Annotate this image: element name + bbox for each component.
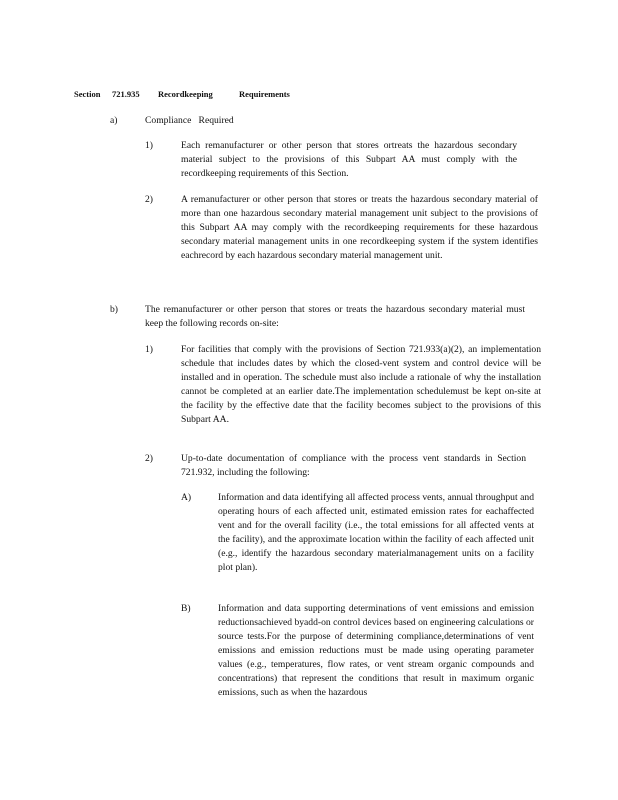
item-b2B-text: Information and data supporting determinations of vent emissions and emission reductionsachieved byadd-on control devices based on engineering calculations or source tests.For the purpose of determining compliance,determinations of vent emissions and emission reductions must be made using operating parameter values (e.g., temperatures, flow rates, or vent stream organic compounds and concentrations) that represent the conditions that result in maximum organic emissions, such as when the hazardous	[218, 603, 534, 698]
item-b2A-label: A)	[181, 492, 192, 503]
item-b1-text: For facilities that comply with the provisions of Section 721.933(a)(2), an implementation schedule that includes dates by which the closed-vent system and control device will be installed and in operation. The schedule must also include a rationale of why the installation cannot be completed at an earlier date.The implementation schedulemust be kept on-site at the facility by the effective date that the facility becomes subject to the provisions of this Subpart AA.	[181, 344, 541, 425]
item-a1-label: 1)	[145, 140, 153, 151]
item-b2-label: 2)	[145, 453, 153, 464]
subsection-a-title: Compliance Required	[145, 115, 234, 126]
item-a2-text: A remanufacturer or other person that stores or treats the hazardous secondary material of more than one hazardous secondary material management unit subject to the provisions of this Subpart AA may comply with the recordkeeping requirements for these hazardous secondary material management units in one recordkeeping system if the system identifies eachrecord by each hazardous secondary material management unit.	[181, 194, 538, 261]
section-number: 721.935	[112, 89, 140, 99]
item-a1-text: Each remanufacturer or other person that stores ortreats the hazardous secondary material subject to the provisions of this Subpart AA must comply with the recordkeeping requirements of this Section.	[181, 140, 517, 179]
subsection-b-text: The remanufacturer or other person that stores or treats the hazardous secondary material must keep the following records on-site:	[145, 304, 525, 329]
section-title-word-1: Recordkeeping	[158, 89, 213, 99]
item-b2B-label: B)	[181, 603, 191, 614]
item-b2-text: Up-to-date documentation of compliance with the process vent standards in Section 721.932, including the following:	[181, 453, 526, 478]
section-label: Section	[74, 89, 101, 99]
item-b2A-text: Information and data identifying all affected process vents, annual throughput and operating hours of each affected unit, estimated emission rates for eachaffected vent and for the overall facility (i.e., the total emissions for all affected vents at the facility), and the approximate location within the facility of each affected unit (e.g., identify the hazardous secondary materialmanagement units on a facility plot plan).	[218, 492, 534, 573]
subsection-b-label: b)	[110, 304, 118, 315]
item-b1-label: 1)	[145, 344, 153, 355]
item-a2-label: 2)	[145, 194, 153, 205]
section-title-word-2: Requirements	[239, 89, 290, 99]
subsection-a-label: a)	[110, 115, 118, 126]
